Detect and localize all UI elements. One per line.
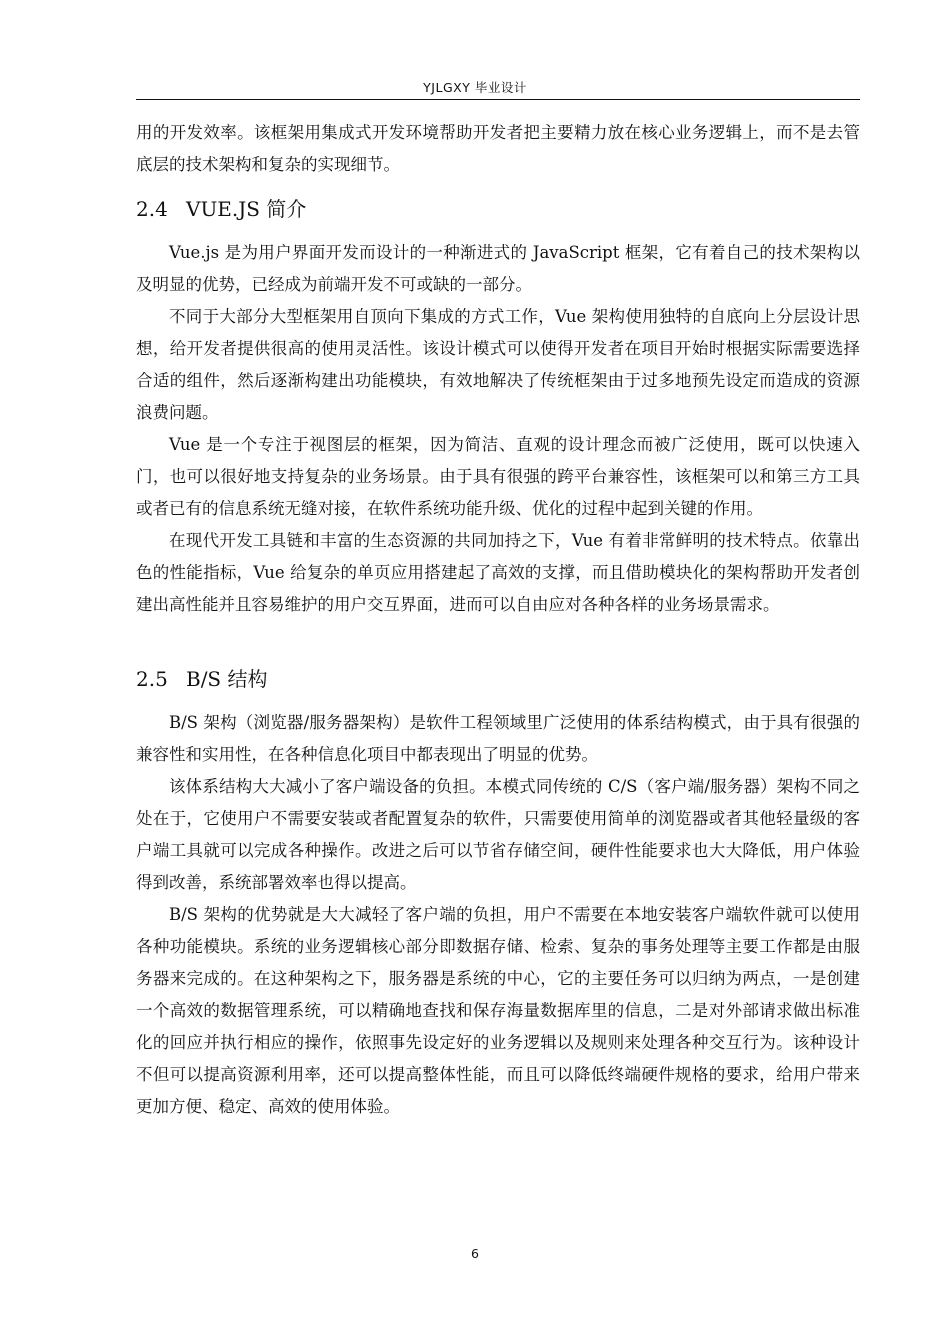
body-paragraph: 该体系结构大大减小了客户端设备的负担。本模式同传统的 C/S（客户端/服务器）架构不同之处在于，它使用户不需要安装或者配置复杂的软件，只需要使用简单的浏览器或者其他轻量级的客户端工具就可以完成各种操作。改进之后可以节省存储空间，硬件性能要求也大大降低，用户体验得到改善，系统部署效率也得以提高。 — [136, 777, 860, 892]
body-paragraph: 在现代开发工具链和丰富的生态资源的共同加持之下，Vue 有着非常鲜明的技术特点。依靠出色的性能指标，Vue 给复杂的单页应用搭建起了高效的支撑，而且借助模块化的架构帮助开发者创建出高性能并且容易维护的用户交互界面，进而可以自由应对各种各样的业务场景需求。 — [136, 531, 860, 614]
body-paragraph: B/S 架构（浏览器/服务器架构）是软件工程领域里广泛使用的体系结构模式，由于具有很强的兼容性和实用性，在各种信息化项目中都表现出了明显的优势。 — [136, 713, 860, 764]
section-number: 2.5 — [136, 667, 168, 691]
section-heading-2-5 — [136, 663, 860, 695]
page-header: YJLGXY 毕业设计 — [423, 80, 527, 95]
section-number: 2.4 — [136, 197, 168, 221]
section-heading-2-4 — [136, 193, 860, 225]
page-body — [136, 117, 860, 1123]
body-paragraph: B/S 架构的优势就是大大减轻了客户端的负担，用户不需要在本地安装客户端软件就可以使用各种功能模块。系统的业务逻辑核心部分即数据存储、检索、复杂的事务处理等主要工作都是由服务器来完成的。在这种架构之下，服务器是系统的中心，它的主要任务可以归纳为两点，一是创建一个高效的数据管理系统，可以精确地查找和保存海量数据库里的信息，二是对外部请求做出标准化的回应并执行相应的操作，依照事先设定好的业务逻辑以及规则来处理各种交互行为。该种设计不但可以提高资源利用率，还可以提高整体性能，而且可以降低终端硬件规格的要求，给用户带来更加方便、稳定、高效的使用体验。 — [136, 905, 860, 1116]
continuation-paragraph: 用的开发效率。该框架用集成式开发环境帮助开发者把主要精力放在核心业务逻辑上，而不是去管底层的技术架构和复杂的实现细节。 — [136, 123, 860, 174]
page-number: 6 — [471, 1246, 479, 1261]
section-title: VUE.JS 简介 — [186, 197, 307, 221]
body-paragraph: Vue 是一个专注于视图层的框架，因为简洁、直观的设计理念而被广泛使用，既可以快速入门，也可以很好地支持复杂的业务场景。由于具有很强的跨平台兼容性，该框架可以和第三方工具或者已有的信息系统无缝对接，在软件系统功能升级、优化的过程中起到关键的作用。 — [136, 435, 860, 518]
header-divider — [136, 99, 860, 100]
body-paragraph: 不同于大部分大型框架用自顶向下集成的方式工作，Vue 架构使用独特的自底向上分层设计思想，给开发者提供很高的使用灵活性。该设计模式可以使得开发者在项目开始时根据实际需要选择合适的组件，然后逐渐构建出功能模块，有效地解决了传统框架由于过多地预先设定而造成的资源浪费问题。 — [136, 307, 860, 422]
body-paragraph: Vue.js 是为用户界面开发而设计的一种渐进式的 JavaScript 框架，它有着自己的技术架构以及明显的优势，已经成为前端开发不可或缺的一部分。 — [136, 243, 860, 294]
section-title: B/S 结构 — [186, 667, 268, 691]
